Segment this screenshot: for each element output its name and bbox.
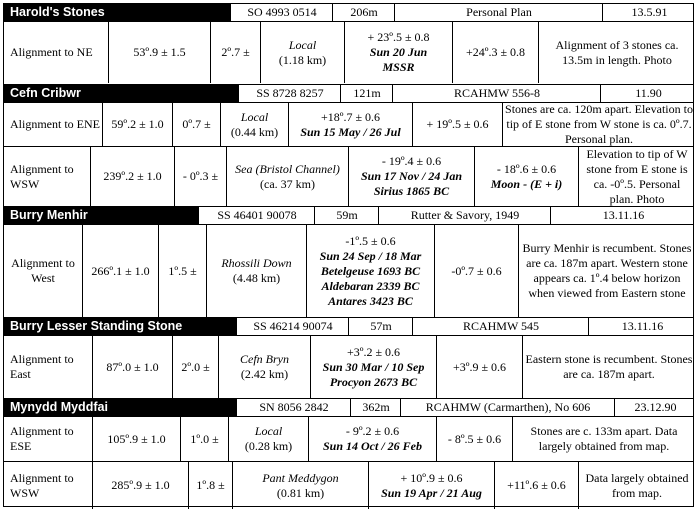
altitude: 59m [314, 207, 379, 224]
declination-tip: - 18º.6 ± 0.6 Moon - (E + i) [474, 147, 578, 206]
alignment-row [4, 462, 693, 509]
notes: Alignment of 3 stones ca. 13.5m in length. Photo [538, 22, 695, 83]
source: RCAHMW 556-8 [392, 85, 601, 102]
declination: - 9º.2 ± 0.6 Sun 14 Oct / 26 Feb [308, 417, 436, 461]
notes: Data largely obtained from map. [578, 462, 695, 509]
site-burry-menhir [4, 206, 693, 316]
date: 23.12.90 [614, 399, 696, 416]
horizon-altitude: 1º.0 ± [180, 417, 228, 461]
horizon: Rhossili Down (4.48 km) [206, 225, 306, 317]
horizon-altitude: 2º.0 ± [172, 336, 218, 398]
alignment-row [4, 336, 693, 398]
altitude: 362m [350, 399, 401, 416]
alignment-label: Alignment to ENE [10, 117, 100, 131]
alignment-label: Alignment to WSW [10, 470, 74, 500]
notes: Eastern stone is recumbent. Stones are ca. 187m apart. [522, 336, 695, 398]
site-cefn-cribwr [4, 84, 693, 205]
notes: Stones are ca. 120m apart. Elevation to tip of E stone from W stone is ca. 0º.7. Personal plan. [502, 103, 695, 146]
notes: Burry Menhir is recumbent. Stones are ca. 187m apart. Western stone appears ca. 1º.4 below horizon when viewed from Eastern stone [518, 225, 695, 317]
declination-tip: +24º.3 ± 0.8 [452, 22, 538, 83]
azimuth: 285º.9 ± 1.0 [92, 462, 188, 509]
site-name: Burry Menhir [4, 207, 198, 224]
grid-ref: SS 46214 90074 [236, 318, 349, 335]
source: Rutter & Savory, 1949 [378, 207, 551, 224]
azimuth: 105º.9 ± 1.0 [92, 417, 180, 461]
alignment-row [4, 103, 693, 147]
declination: +18º.7 ± 0.6 Sun 15 May / 26 Jul [288, 103, 412, 146]
azimuth: 87º.0 ± 1.0 [92, 336, 172, 398]
horizon-altitude: 1º.5 ± [158, 225, 206, 317]
declination-tip: -0º.7 ± 0.6 [434, 225, 518, 317]
azimuth: 239º.2 ± 1.0 [90, 147, 174, 206]
horizon-altitude: 0º.7 ± [172, 103, 220, 146]
site-name: Cefn Cribwr [4, 85, 238, 102]
altitude: 206m [332, 4, 395, 21]
declination-tip: - 8º.5 ± 0.6 [436, 417, 512, 461]
alignment-label: Alignment to WSW [10, 161, 74, 191]
site-header [4, 85, 693, 103]
date: 11.90 [600, 85, 696, 102]
horizon-altitude: 2º.7 ± [210, 22, 260, 83]
site-burry-lesser-standing-stone [4, 317, 693, 397]
horizon-altitude: 1º.8 ± [188, 462, 232, 509]
source: RCAHMW (Carmarthen), No 606 [400, 399, 615, 416]
altitude: 121m [340, 85, 393, 102]
date: 13.11.16 [588, 318, 696, 335]
alignment-row [4, 22, 693, 83]
horizon: Local (1.18 km) [260, 22, 344, 83]
azimuth: 53º.9 ± 1.5 [108, 22, 210, 83]
alignment-label: Alignment to ESE [10, 424, 74, 453]
site-header [4, 207, 693, 225]
grid-ref: SO 4993 0514 [230, 4, 333, 21]
declination-tip: +3º.9 ± 0.6 [436, 336, 522, 398]
horizon: Local (0.28 km) [228, 417, 308, 461]
source: Personal Plan [394, 4, 603, 21]
declination: + 23º.5 ± 0.8 Sun 20 Jun MSSR [344, 22, 452, 83]
notes: Elevation to tip of W stone from E stone is ca. -0º.5. Personal plan. Photo [578, 147, 695, 206]
declination: + 10º.9 ± 0.6 Sun 19 Apr / 21 Aug [368, 462, 494, 509]
date: 13.5.91 [602, 4, 696, 21]
horizon: Sea (Bristol Channel) (ca. 37 km) [226, 147, 348, 206]
azimuth: 59º.2 ± 1.0 [102, 103, 172, 146]
site-header [4, 4, 693, 22]
azimuth: 266º.1 ± 1.0 [82, 225, 158, 317]
alignment-label: Alignment to East [10, 352, 74, 381]
site-name: Burry Lesser Standing Stone [4, 318, 236, 335]
altitude: 57m [348, 318, 413, 335]
alignment-row [4, 417, 693, 462]
site-name: Harold's Stones [4, 4, 230, 21]
grid-ref: SN 8056 2842 [236, 399, 351, 416]
horizon-altitude: - 0º.3 ± [174, 147, 226, 206]
declination-tip: +11º.6 ± 0.6 [494, 462, 578, 509]
declination: -1º.5 ± 0.6 Sun 24 Sep / 18 Mar Betelgeuse 1693 BC Aldebaran 2339 BC Antares 3423 BC [306, 225, 434, 317]
site-mynydd-myddfai [4, 398, 693, 508]
alignment-label: Alignment to NE [10, 45, 93, 59]
notes: Stones are c. 133m apart. Data largely obtained from map. [512, 417, 695, 461]
declination-tip: + 19º.5 ± 0.6 [412, 103, 502, 146]
declination: - 19º.4 ± 0.6 Sun 17 Nov / 24 Jan Sirius 1865 BC [348, 147, 474, 206]
site-header [4, 318, 693, 336]
alignment-table [3, 3, 694, 507]
grid-ref: SS 8728 8257 [238, 85, 341, 102]
alignment-row [4, 147, 693, 206]
horizon: Cefn Bryn (2.42 km) [218, 336, 310, 398]
alignment-label: Alignment to West [11, 256, 75, 285]
horizon: Local (0.44 km) [220, 103, 288, 146]
site-header [4, 399, 693, 417]
alignment-row [4, 225, 693, 317]
grid-ref: SS 46401 90078 [198, 207, 315, 224]
date: 13.11.16 [550, 207, 696, 224]
horizon: Pant Meddygon (0.81 km) [232, 462, 368, 509]
declination: +3º.2 ± 0.6 Sun 30 Mar / 10 Sep Procyon 2673 BC [310, 336, 436, 398]
site-name: Mynydd Myddfai [4, 399, 236, 416]
source: RCAHMW 545 [412, 318, 589, 335]
site-harolds-stones [4, 4, 693, 83]
